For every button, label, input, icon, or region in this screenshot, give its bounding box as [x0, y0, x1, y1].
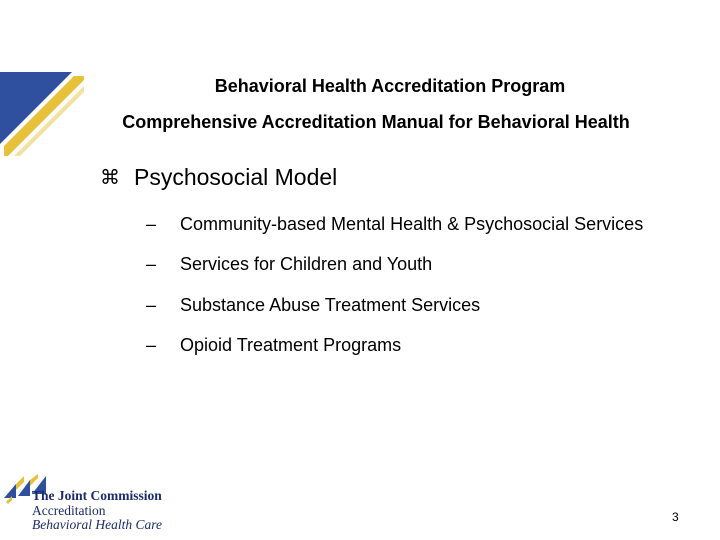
command-bullet-icon: ⌘ — [100, 167, 120, 189]
logo-text-line2: Accreditation — [32, 503, 106, 518]
dash-bullet: – — [146, 335, 157, 356]
dash-bullet: – — [146, 294, 157, 315]
logo-text-line1: The Joint Commission — [32, 488, 162, 503]
list-item-text: Substance Abuse Treatment Services — [180, 294, 481, 315]
list-item-text: Community-based Mental Health & Psychosocial Services — [180, 213, 644, 234]
main-bullet-text: Psychosocial Model — [134, 164, 338, 190]
sub-bullet-list — [146, 204, 643, 366]
dash-bullet: – — [146, 213, 157, 234]
dash-bullet: – — [146, 254, 157, 275]
logo-text-line3: Behavioral Health Care — [32, 517, 162, 532]
page-number: 3 — [672, 510, 679, 524]
list-item — [146, 204, 643, 245]
list-item — [146, 326, 643, 367]
list-item-text: Opioid Treatment Programs — [180, 335, 402, 356]
list-item — [146, 245, 643, 286]
list-item — [146, 285, 643, 326]
list-item-text: Services for Children and Youth — [180, 254, 433, 275]
slide-title: Behavioral Health Accreditation Program — [214, 76, 566, 96]
main-bullet — [100, 164, 337, 191]
slide-subtitle: Comprehensive Accreditation Manual for Behavioral Health — [122, 112, 630, 132]
joint-commission-logo — [2, 474, 172, 534]
